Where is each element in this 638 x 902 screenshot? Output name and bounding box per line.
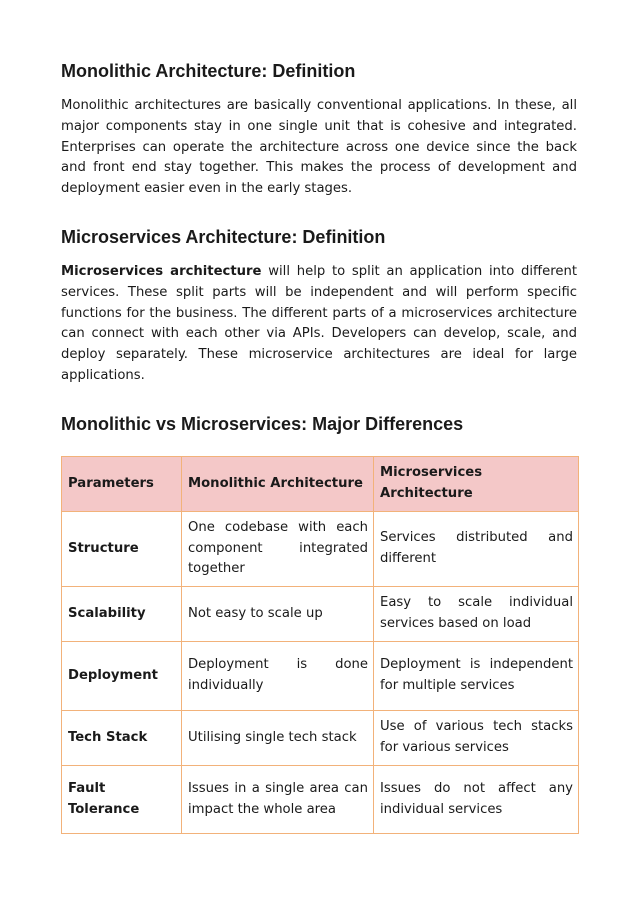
differences-heading: Monolithic vs Microservices: Major Differences <box>61 414 464 434</box>
table-row <box>62 512 579 587</box>
row-monolithic: Not easy to scale up <box>182 587 374 642</box>
microservices-definition-heading: Microservices Architecture: Definition <box>61 227 386 247</box>
row-microservices: Easy to scale individual services based on load <box>374 587 579 642</box>
header-monolithic: Monolithic Architecture <box>182 457 374 512</box>
row-monolithic: Utilising single tech stack <box>182 711 374 766</box>
table-row <box>62 766 579 834</box>
comparison-table <box>61 456 579 834</box>
header-microservices: Microservices Architecture <box>374 457 579 512</box>
row-param: Structure <box>62 512 182 587</box>
row-microservices: Services distributed and different <box>374 512 579 587</box>
row-param: Tech Stack <box>62 711 182 766</box>
row-param: Deployment <box>62 642 182 711</box>
row-microservices: Deployment is independent for multiple services <box>374 642 579 711</box>
monolithic-definition-heading: Monolithic Architecture: Definition <box>61 61 356 81</box>
row-monolithic: One codebase with each component integrated together <box>182 512 374 587</box>
row-microservices: Use of various tech stacks for various services <box>374 711 579 766</box>
microservices-definition-paragraph <box>61 262 577 387</box>
table-header-row <box>62 457 579 512</box>
row-monolithic: Deployment is done individually <box>182 642 374 711</box>
monolithic-definition-paragraph: Monolithic architectures are basically conventional applications. In these, all major components stay in one single unit that is cohesive and integrated. Enterprises can operate the architecture across one device since the back and front end stay together. This makes the process of development and deployment easier even in the early stages. <box>61 98 577 197</box>
microservices-architecture-bold-term: Microservices architecture <box>61 264 262 279</box>
microservices-definition-text: will help to split an application into different services. These split parts will be independent and will perform specific functions for the business. The different parts of a microservices architecture can connect with each other via APIs. Developers can develop, scale, and deploy separately. These microservice architectures are ideal for large applications. <box>61 264 577 383</box>
table-row <box>62 587 579 642</box>
table-row <box>62 642 579 711</box>
table-row <box>62 711 579 766</box>
row-monolithic: Issues in a single area can impact the whole area <box>182 766 374 834</box>
header-parameters: Parameters <box>62 457 182 512</box>
row-param: Scalability <box>62 587 182 642</box>
row-microservices: Issues do not affect any individual services <box>374 766 579 834</box>
row-param: Fault Tolerance <box>62 766 182 834</box>
